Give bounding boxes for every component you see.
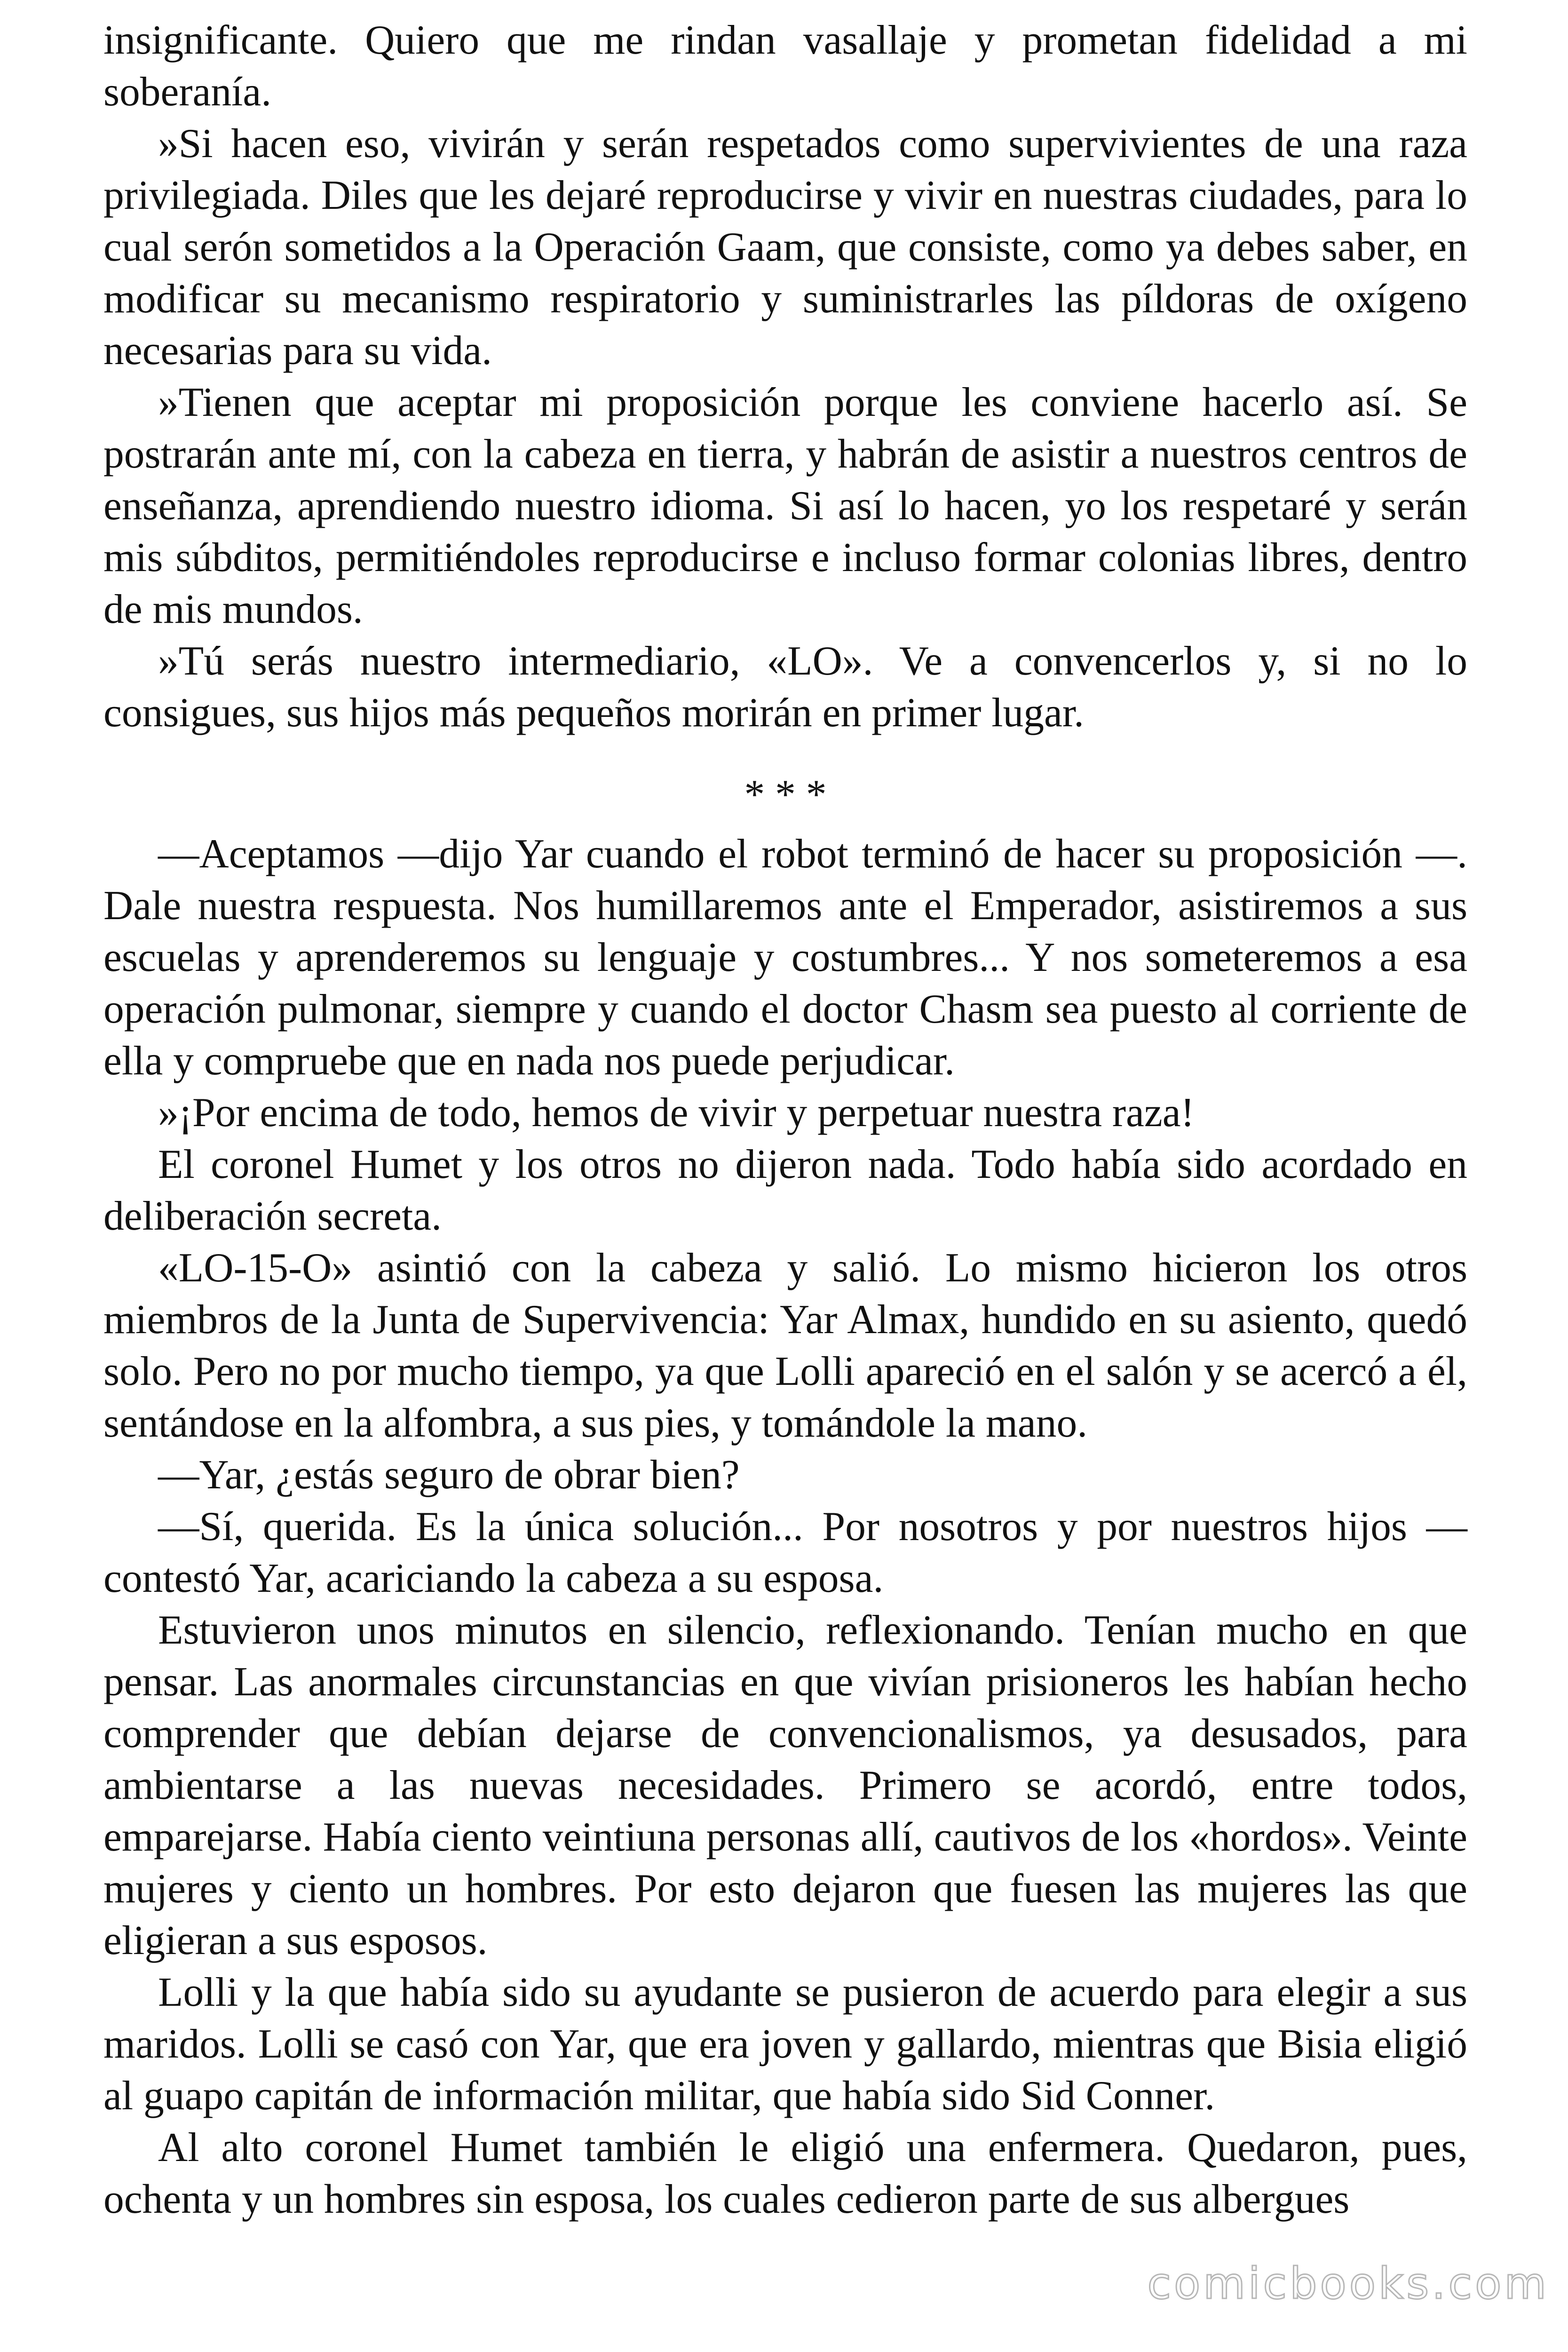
paragraph-9: —Yar, ¿estás seguro de obrar bien?: [158, 1452, 740, 1497]
paragraph-13: Al alto coronel Humet también le eligió una enfermera. Quedaron, pues, ochenta y un hombres sin esposa, los cuales cedieron parte de sus albergues: [103, 2124, 1467, 2222]
paragraph-0: insignificante. Quiero que me rindan vasallaje y prometan fidelidad a mi soberanía.: [103, 17, 1467, 114]
paragraph-3: »Tú serás nuestro intermediario, «LO». Ve a convencerlos y, si no lo consigues, sus hijos más pequeños morirán en primer lugar.: [103, 638, 1467, 735]
paragraph-10: —Sí, querida. Es la única solución... Por nosotros y por nuestros hijos — contestó Yar, acariciando la cabeza a su esposa.: [103, 1503, 1467, 1601]
watermark: comicbooks.com: [1147, 2258, 1549, 2309]
paragraph-7: El coronel Humet y los otros no dijeron nada. Todo había sido acordado en deliberación secreta.: [103, 1141, 1467, 1239]
scene-separator: * * *: [744, 771, 827, 817]
paragraph-12: Lolli y la que había sido su ayudante se pusieron de acuerdo para elegir a sus maridos. Lolli se casó con Yar, que era joven y gallardo, mientras que Bisia eligió al guapo capitán de información militar, que había sido Sid Conner.: [103, 1969, 1467, 2118]
paragraph-5: —Aceptamos —dijo Yar cuando el robot terminó de hacer su proposición —. Dale nuestra respuesta. Nos humillaremos ante el Emperador, asistiremos a sus escuelas y aprenderemos su lenguaje y costumbres... Y nos someteremos a esa operación pulmonar, siempre y cuando el doctor Chasm sea puesto al corriente de ella y compruebe que en nada nos puede perjudicar.: [103, 831, 1467, 1083]
page-body: [103, 14, 1467, 2225]
paragraph-6: »¡Por encima de todo, hemos de vivir y perpetuar nuestra raza!: [158, 1089, 1195, 1135]
paragraph-8: «LO-15-O» asintió con la cabeza y salió. Lo mismo hicieron los otros miembros de la Junta de Supervivencia: Yar Almax, hundido en su asiento, quedó solo. Pero no por mucho tiempo, ya que Lolli apareció en el salón y se acercó a él, sentándose en la alfombra, a sus pies, y tomándole la mano.: [103, 1245, 1467, 1446]
paragraph-11: Estuvieron unos minutos en silencio, reflexionando. Tenían mucho en que pensar. Las anormales circunstancias en que vivían prisioneros les habían hecho comprender que debían dejarse de convencionalismos, ya desusados, para ambientarse a las nuevas necesidades. Primero se acordó, entre todos, emparejarse. Había ciento veintiuna personas allí, cautivos de los «hordos». Veinte mujeres y ciento un hombres. Por esto dejaron que fuesen las mujeres las que eligieran a sus esposos.: [103, 1607, 1467, 1963]
paragraph-1: »Si hacen eso, vivirán y serán respetados como supervivientes de una raza privilegiada. Diles que les dejaré reproducirse y vivir en nuestras ciudades, para lo cual serón sometidos a la Operación Gaam, que consiste, como ya debes saber, en modificar su mecanismo respiratorio y suministrarles las píldoras de oxígeno necesarias para su vida.: [103, 120, 1467, 373]
paragraph-2: »Tienen que aceptar mi proposición porque les conviene hacerlo así. Se postrarán ante mí, con la cabeza en tierra, y habrán de asistir a nuestros centros de enseñanza, aprendiendo nuestro idioma. Si así lo hacen, yo los respetaré y serán mis súbditos, permitiéndoles reproducirse e incluso formar colonias libres, dentro de mis mundos.: [103, 379, 1467, 632]
